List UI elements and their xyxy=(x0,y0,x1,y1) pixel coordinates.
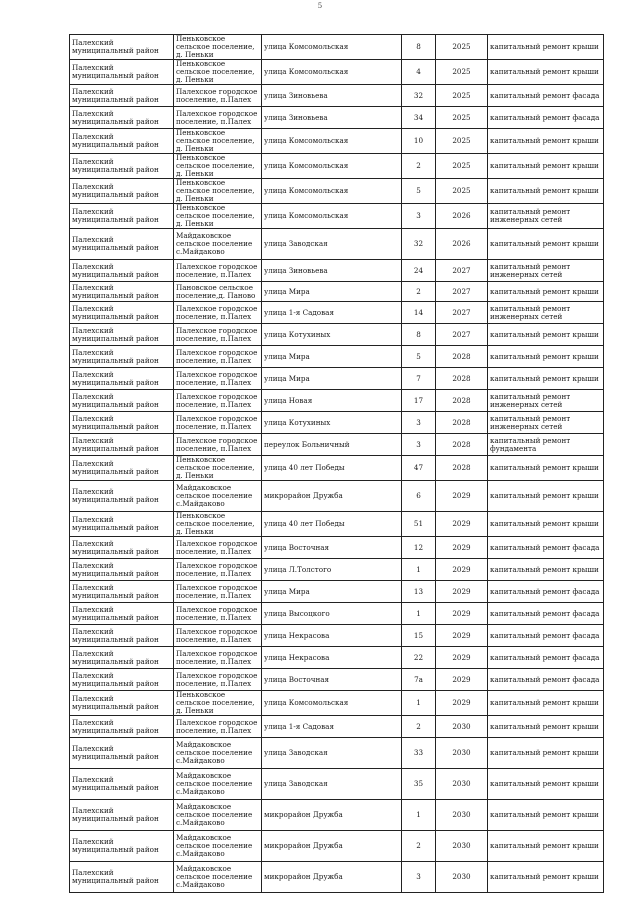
cell-street: улица Комсомольская xyxy=(262,129,402,154)
cell-street: улица Заводская xyxy=(262,769,402,800)
cell-year: 2029 xyxy=(436,669,488,691)
cell-work: капитальный ремонт крыши xyxy=(488,769,604,800)
cell-work: капитальный ремонт крыши xyxy=(488,282,604,302)
cell-street: улица Заводская xyxy=(262,738,402,769)
cell-year: 2029 xyxy=(436,512,488,537)
cell-house: 51 xyxy=(402,512,436,537)
table-row xyxy=(70,229,604,260)
cell-house: 8 xyxy=(402,324,436,346)
cell-house: 1 xyxy=(402,691,436,716)
table-row xyxy=(70,800,604,831)
table-row xyxy=(70,769,604,800)
cell-house: 35 xyxy=(402,769,436,800)
cell-district: Палехский муниципальный район xyxy=(70,154,174,179)
cell-house: 47 xyxy=(402,456,436,481)
cell-settlement: Пеньковское сельское поселение, д. Пеньки xyxy=(174,129,262,154)
cell-year: 2030 xyxy=(436,738,488,769)
cell-street: улица Комсомольская xyxy=(262,60,402,85)
cell-district: Палехский муниципальный район xyxy=(70,346,174,368)
table-row xyxy=(70,324,604,346)
cell-street: улица Зиновьева xyxy=(262,85,402,107)
cell-house: 22 xyxy=(402,647,436,669)
cell-district: Палехский муниципальный район xyxy=(70,691,174,716)
table-row xyxy=(70,129,604,154)
cell-year: 2029 xyxy=(436,647,488,669)
cell-year: 2026 xyxy=(436,229,488,260)
cell-settlement: Майдаковское сельское поселение с.Майдаково xyxy=(174,769,262,800)
table-row xyxy=(70,647,604,669)
cell-district: Палехский муниципальный район xyxy=(70,302,174,324)
cell-district: Палехский муниципальный район xyxy=(70,559,174,581)
cell-settlement: Палехское городское поселение, п.Палех xyxy=(174,390,262,412)
table-row xyxy=(70,179,604,204)
cell-year: 2028 xyxy=(436,412,488,434)
cell-work: капитальный ремонт крыши xyxy=(488,324,604,346)
table-row xyxy=(70,537,604,559)
table-row xyxy=(70,260,604,282)
cell-district: Палехский муниципальный район xyxy=(70,107,174,129)
table-row xyxy=(70,738,604,769)
cell-street: микрорайон Дружба xyxy=(262,831,402,862)
cell-settlement: Пеньковское сельское поселение, д. Пеньки xyxy=(174,60,262,85)
cell-district: Палехский муниципальный район xyxy=(70,60,174,85)
table-row xyxy=(70,581,604,603)
cell-settlement: Палехское городское поселение, п.Палех xyxy=(174,107,262,129)
cell-settlement: Палехское городское поселение, п.Палех xyxy=(174,302,262,324)
cell-district: Палехский муниципальный район xyxy=(70,85,174,107)
cell-work: капитальный ремонт фундамента xyxy=(488,434,604,456)
cell-settlement: Майдаковское сельское поселение с.Майдаково xyxy=(174,831,262,862)
cell-settlement: Палехское городское поселение, п.Палех xyxy=(174,260,262,282)
cell-house: 34 xyxy=(402,107,436,129)
table-row xyxy=(70,512,604,537)
cell-settlement: Пеньковское сельское поселение, д. Пеньки xyxy=(174,204,262,229)
cell-work: капитальный ремонт крыши xyxy=(488,716,604,738)
cell-house: 3 xyxy=(402,862,436,893)
cell-house: 1 xyxy=(402,559,436,581)
cell-work: капитальный ремонт крыши xyxy=(488,559,604,581)
cell-street: улица Восточная xyxy=(262,669,402,691)
cell-settlement: Майдаковское сельское поселение с.Майдаково xyxy=(174,800,262,831)
cell-house: 15 xyxy=(402,625,436,647)
table-body xyxy=(70,35,604,893)
cell-house: 24 xyxy=(402,260,436,282)
cell-street: улица Восточная xyxy=(262,537,402,559)
cell-settlement: Пеньковское сельское поселение, д. Пеньки xyxy=(174,35,262,60)
cell-street: улица Некрасова xyxy=(262,625,402,647)
cell-street: улица Котухиных xyxy=(262,324,402,346)
cell-settlement: Палехское городское поселение, п.Палех xyxy=(174,581,262,603)
cell-work: капитальный ремонт крыши xyxy=(488,35,604,60)
cell-district: Палехский муниципальный район xyxy=(70,260,174,282)
cell-street: улица 1-я Садовая xyxy=(262,716,402,738)
table-row xyxy=(70,85,604,107)
cell-settlement: Палехское городское поселение, п.Палех xyxy=(174,559,262,581)
cell-house: 2 xyxy=(402,282,436,302)
cell-work: капитальный ремонт инженерных сетей xyxy=(488,204,604,229)
cell-house: 12 xyxy=(402,537,436,559)
cell-work: капитальный ремонт крыши xyxy=(488,346,604,368)
table-row xyxy=(70,412,604,434)
cell-work: капитальный ремонт крыши xyxy=(488,862,604,893)
cell-work: капитальный ремонт фасада xyxy=(488,107,604,129)
cell-work: капитальный ремонт фасада xyxy=(488,85,604,107)
cell-year: 2029 xyxy=(436,603,488,625)
cell-district: Палехский муниципальный район xyxy=(70,129,174,154)
cell-house: 32 xyxy=(402,85,436,107)
cell-year: 2027 xyxy=(436,282,488,302)
cell-year: 2030 xyxy=(436,800,488,831)
cell-work: капитальный ремонт крыши xyxy=(488,456,604,481)
cell-house: 1 xyxy=(402,800,436,831)
cell-house: 10 xyxy=(402,129,436,154)
cell-district: Палехский муниципальный район xyxy=(70,512,174,537)
cell-house: 6 xyxy=(402,481,436,512)
cell-district: Палехский муниципальный район xyxy=(70,800,174,831)
cell-street: улица Комсомольская xyxy=(262,691,402,716)
cell-work: капитальный ремонт инженерных сетей xyxy=(488,412,604,434)
cell-house: 4 xyxy=(402,60,436,85)
cell-house: 2 xyxy=(402,154,436,179)
cell-work: капитальный ремонт крыши xyxy=(488,129,604,154)
cell-work: капитальный ремонт крыши xyxy=(488,368,604,390)
table-row xyxy=(70,154,604,179)
cell-street: улица 40 лет Победы xyxy=(262,456,402,481)
cell-district: Палехский муниципальный район xyxy=(70,35,174,60)
cell-work: капитальный ремонт инженерных сетей xyxy=(488,302,604,324)
cell-house: 3 xyxy=(402,434,436,456)
cell-street: улица Мира xyxy=(262,282,402,302)
cell-year: 2027 xyxy=(436,260,488,282)
cell-street: улица Мира xyxy=(262,581,402,603)
cell-street: улица Некрасова xyxy=(262,647,402,669)
cell-settlement: Палехское городское поселение, п.Палех xyxy=(174,603,262,625)
cell-district: Палехский муниципальный район xyxy=(70,204,174,229)
cell-work: капитальный ремонт крыши xyxy=(488,831,604,862)
cell-year: 2028 xyxy=(436,456,488,481)
cell-district: Палехский муниципальный район xyxy=(70,456,174,481)
cell-district: Палехский муниципальный район xyxy=(70,647,174,669)
cell-street: улица Заводская xyxy=(262,229,402,260)
table-row xyxy=(70,346,604,368)
cell-house: 17 xyxy=(402,390,436,412)
cell-settlement: Палехское городское поселение, п.Палех xyxy=(174,412,262,434)
cell-work: капитальный ремонт крыши xyxy=(488,154,604,179)
cell-year: 2025 xyxy=(436,60,488,85)
cell-work: капитальный ремонт крыши xyxy=(488,512,604,537)
cell-district: Палехский муниципальный район xyxy=(70,179,174,204)
cell-house: 7 xyxy=(402,368,436,390)
cell-settlement: Пановское сельское поселение,д. Паново xyxy=(174,282,262,302)
cell-year: 2028 xyxy=(436,346,488,368)
cell-work: капитальный ремонт инженерных сетей xyxy=(488,390,604,412)
cell-settlement: Майдаковское сельское поселение с.Майдаково xyxy=(174,738,262,769)
cell-street: переулок Больничный xyxy=(262,434,402,456)
cell-year: 2025 xyxy=(436,107,488,129)
cell-street: микрорайон Дружба xyxy=(262,800,402,831)
table-row xyxy=(70,107,604,129)
cell-house: 1 xyxy=(402,603,436,625)
cell-street: улица Комсомольская xyxy=(262,35,402,60)
cell-work: капитальный ремонт фасада xyxy=(488,647,604,669)
cell-settlement: Майдаковское сельское поселение с.Майдаково xyxy=(174,229,262,260)
cell-settlement: Пеньковское сельское поселение, д. Пеньки xyxy=(174,179,262,204)
cell-work: капитальный ремонт крыши xyxy=(488,800,604,831)
cell-district: Палехский муниципальный район xyxy=(70,412,174,434)
cell-street: улица Комсомольская xyxy=(262,204,402,229)
cell-street: улица 40 лет Победы xyxy=(262,512,402,537)
cell-street: микрорайон Дружба xyxy=(262,862,402,893)
cell-district: Палехский муниципальный район xyxy=(70,625,174,647)
cell-settlement: Палехское городское поселение, п.Палех xyxy=(174,368,262,390)
table-row xyxy=(70,35,604,60)
cell-settlement: Пеньковское сельское поселение, д. Пеньки xyxy=(174,154,262,179)
cell-settlement: Пеньковское сельское поселение, д. Пеньки xyxy=(174,512,262,537)
cell-year: 2025 xyxy=(436,179,488,204)
cell-work: капитальный ремонт фасада xyxy=(488,669,604,691)
table-row xyxy=(70,716,604,738)
cell-settlement: Палехское городское поселение, п.Палех xyxy=(174,716,262,738)
cell-settlement: Майдаковское сельское поселение с.Майдаково xyxy=(174,862,262,893)
cell-house: 2 xyxy=(402,716,436,738)
housing-repair-table xyxy=(69,34,604,893)
cell-house: 8 xyxy=(402,35,436,60)
cell-street: улица Зиновьева xyxy=(262,107,402,129)
cell-settlement: Палехское городское поселение, п.Палех xyxy=(174,647,262,669)
cell-house: 7а xyxy=(402,669,436,691)
cell-district: Палехский муниципальный район xyxy=(70,769,174,800)
cell-house: 5 xyxy=(402,346,436,368)
cell-district: Палехский муниципальный район xyxy=(70,581,174,603)
cell-work: капитальный ремонт фасада xyxy=(488,581,604,603)
cell-settlement: Палехское городское поселение, п.Палех xyxy=(174,85,262,107)
cell-house: 5 xyxy=(402,179,436,204)
cell-street: улица Зиновьева xyxy=(262,260,402,282)
cell-house: 33 xyxy=(402,738,436,769)
cell-district: Палехский муниципальный район xyxy=(70,669,174,691)
cell-district: Палехский муниципальный район xyxy=(70,716,174,738)
table-row xyxy=(70,60,604,85)
cell-district: Палехский муниципальный район xyxy=(70,229,174,260)
cell-street: улица Высоцкого xyxy=(262,603,402,625)
table-row xyxy=(70,204,604,229)
cell-street: улица 1-я Садовая xyxy=(262,302,402,324)
cell-year: 2025 xyxy=(436,35,488,60)
table-row xyxy=(70,456,604,481)
table-row xyxy=(70,559,604,581)
cell-work: капитальный ремонт фасада xyxy=(488,537,604,559)
cell-work: капитальный ремонт крыши xyxy=(488,179,604,204)
cell-year: 2030 xyxy=(436,831,488,862)
cell-year: 2028 xyxy=(436,434,488,456)
cell-house: 14 xyxy=(402,302,436,324)
table-row xyxy=(70,669,604,691)
cell-year: 2030 xyxy=(436,769,488,800)
cell-work: капитальный ремонт крыши xyxy=(488,229,604,260)
cell-district: Палехский муниципальный район xyxy=(70,862,174,893)
cell-street: микрорайон Дружба xyxy=(262,481,402,512)
cell-settlement: Пеньковское сельское поселение, д. Пеньки xyxy=(174,691,262,716)
cell-street: улица Л.Толстого xyxy=(262,559,402,581)
table-row xyxy=(70,625,604,647)
table-row xyxy=(70,302,604,324)
cell-street: улица Мира xyxy=(262,368,402,390)
cell-street: улица Комсомольская xyxy=(262,179,402,204)
cell-work: капитальный ремонт крыши xyxy=(488,691,604,716)
table-row xyxy=(70,481,604,512)
table-row xyxy=(70,390,604,412)
cell-year: 2029 xyxy=(436,481,488,512)
cell-year: 2026 xyxy=(436,204,488,229)
cell-settlement: Палехское городское поселение, п.Палех xyxy=(174,346,262,368)
cell-settlement: Майдаковское сельское поселение с.Майдаково xyxy=(174,481,262,512)
cell-house: 3 xyxy=(402,204,436,229)
cell-work: капитальный ремонт фасада xyxy=(488,625,604,647)
cell-work: капитальный ремонт крыши xyxy=(488,738,604,769)
table-row xyxy=(70,862,604,893)
cell-year: 2029 xyxy=(436,537,488,559)
table-row xyxy=(70,691,604,716)
cell-settlement: Палехское городское поселение, п.Палех xyxy=(174,537,262,559)
cell-district: Палехский муниципальный район xyxy=(70,738,174,769)
page-number: 5 xyxy=(317,2,323,10)
cell-year: 2025 xyxy=(436,154,488,179)
cell-year: 2029 xyxy=(436,581,488,603)
cell-year: 2029 xyxy=(436,559,488,581)
cell-district: Палехский муниципальный район xyxy=(70,282,174,302)
cell-settlement: Палехское городское поселение, п.Палех xyxy=(174,434,262,456)
cell-year: 2029 xyxy=(436,691,488,716)
cell-street: улица Новая xyxy=(262,390,402,412)
cell-district: Палехский муниципальный район xyxy=(70,324,174,346)
table-row xyxy=(70,434,604,456)
cell-year: 2025 xyxy=(436,85,488,107)
cell-district: Палехский муниципальный район xyxy=(70,537,174,559)
cell-district: Палехский муниципальный район xyxy=(70,831,174,862)
cell-settlement: Палехское городское поселение, п.Палех xyxy=(174,669,262,691)
table-row xyxy=(70,831,604,862)
cell-street: улица Мира xyxy=(262,346,402,368)
table-row xyxy=(70,368,604,390)
cell-work: капитальный ремонт крыши xyxy=(488,60,604,85)
cell-street: улица Комсомольская xyxy=(262,154,402,179)
cell-house: 13 xyxy=(402,581,436,603)
cell-year: 2027 xyxy=(436,324,488,346)
table-row xyxy=(70,282,604,302)
cell-work: капитальный ремонт инженерных сетей xyxy=(488,260,604,282)
cell-year: 2029 xyxy=(436,625,488,647)
cell-year: 2030 xyxy=(436,716,488,738)
cell-house: 3 xyxy=(402,412,436,434)
cell-year: 2025 xyxy=(436,129,488,154)
cell-settlement: Палехское городское поселение, п.Палех xyxy=(174,324,262,346)
cell-year: 2028 xyxy=(436,390,488,412)
cell-year: 2028 xyxy=(436,368,488,390)
cell-district: Палехский муниципальный район xyxy=(70,481,174,512)
table-row xyxy=(70,603,604,625)
cell-district: Палехский муниципальный район xyxy=(70,603,174,625)
cell-work: капитальный ремонт фасада xyxy=(488,603,604,625)
cell-house: 2 xyxy=(402,831,436,862)
cell-district: Палехский муниципальный район xyxy=(70,390,174,412)
cell-street: улица Котухиных xyxy=(262,412,402,434)
cell-house: 32 xyxy=(402,229,436,260)
cell-district: Палехский муниципальный район xyxy=(70,434,174,456)
cell-year: 2030 xyxy=(436,862,488,893)
cell-work: капитальный ремонт крыши xyxy=(488,481,604,512)
cell-settlement: Пеньковское сельское поселение, д. Пеньки xyxy=(174,456,262,481)
cell-year: 2027 xyxy=(436,302,488,324)
cell-settlement: Палехское городское поселение, п.Палех xyxy=(174,625,262,647)
cell-district: Палехский муниципальный район xyxy=(70,368,174,390)
